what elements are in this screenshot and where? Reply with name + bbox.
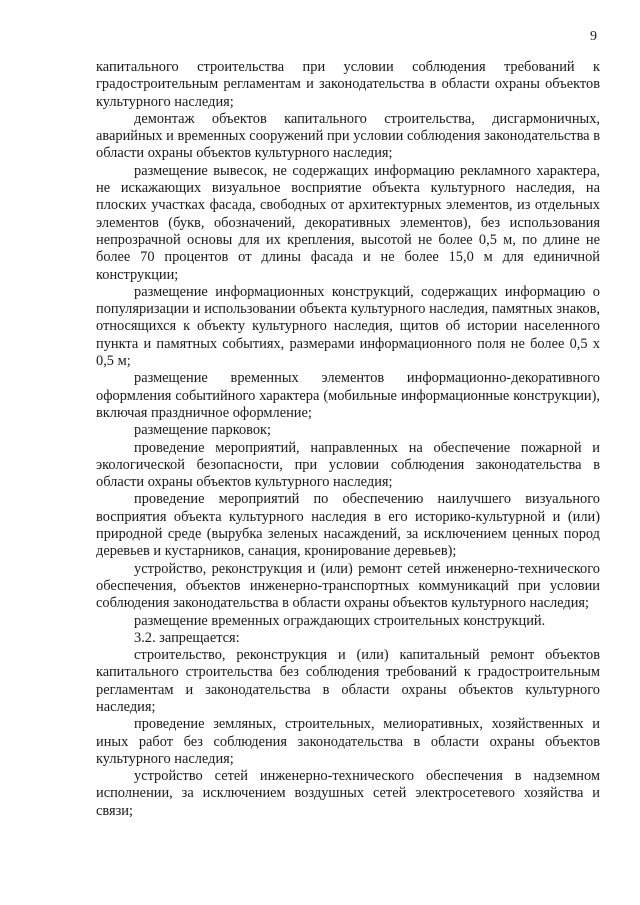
paragraph-capital-construction-continuation: капитального строительства при условии соблюдения требований к градостроительным регламентам и законодательства в области охраны объектов культурного наследия; (96, 59, 600, 110)
paragraph-fire-ecological-safety: проведение мероприятий, направленных на обеспечение пожарной и экологической безопасности, при условии соблюдения законодательства в области охраны объектов культурного наследия; (96, 439, 600, 491)
paragraph-visual-perception: проведение мероприятий по обеспечению наилучшего визуального восприятия объекта культурного наследия в его историко-культурной и (или) природной среде (вырубка зеленых насаждений, за исключением ценных пород деревьев и кустарников, санация, кронирование деревьев); (96, 491, 600, 560)
document-body (96, 59, 600, 820)
page-number: 9 (590, 29, 597, 44)
paragraph-prohibited-earthworks: проведение земляных, строительных, мелиоративных, хозяйственных и иных работ без соблюдения законодательства в области охраны объектов культурного наследия; (96, 716, 600, 767)
paragraph-parking: размещение парковок; (134, 422, 272, 439)
paragraph-signage: размещение вывесок, не содержащих информацию рекламного характера, не искажающих визуальное восприятие объекта культурного наследия, на плоских участках фасада, свободных от архитектурных элементов, из отдельных элементов (букв, обозначений, декоративных элементов), без использования непрозрачной основы для их крепления, высотой не более 0,5 м, по длине не более 70 процентов от длины фасада и не более 15,0 м для единичной конструкции; (96, 162, 600, 283)
paragraph-demolition: демонтаж объектов капитального строительства, дисгармоничных, аварийных и временных сооружений при условии соблюдения законодательства в области охраны объектов культурного наследия; (96, 110, 600, 162)
section-heading-prohibited: 3.2. запрещается: (134, 629, 240, 646)
paragraph-engineering-networks: устройство, реконструкция и (или) ремонт сетей инженерно-технического обеспечения, объектов инженерно-транспортных коммуникаций при условии соблюдения законодательства в области охраны объектов культурного наследия; (96, 560, 600, 612)
paragraph-prohibited-overhead-networks: устройство сетей инженерно-технического обеспечения в надземном исполнении, за исключением воздушных сетей электросетевого хозяйства и связи; (96, 768, 600, 819)
paragraph-temporary-fencing: размещение временных ограждающих строительных конструкций. (134, 612, 546, 629)
paragraph-prohibited-construction: строительство, реконструкция и (или) капитальный ремонт объектов капитального строительства без соблюдения требований к градостроительным регламентам и законодательства в области охраны объектов культурного наследия; (96, 647, 600, 715)
paragraph-temporary-decorations: размещение временных элементов информационно-декоративного оформления событийного характера (мобильные информационные конструкции), включая праздничное оформление; (96, 370, 600, 421)
paragraph-information-structures: размещение информационных конструкций, содержащих информацию о популяризации и использовании объекта культурного наследия, памятных знаков, относящихся к объекту культурного наследия, щитов об истории населенного пункта и памятных событиях, размерами информационного поля не более 0,5 х 0,5 м; (96, 283, 600, 370)
